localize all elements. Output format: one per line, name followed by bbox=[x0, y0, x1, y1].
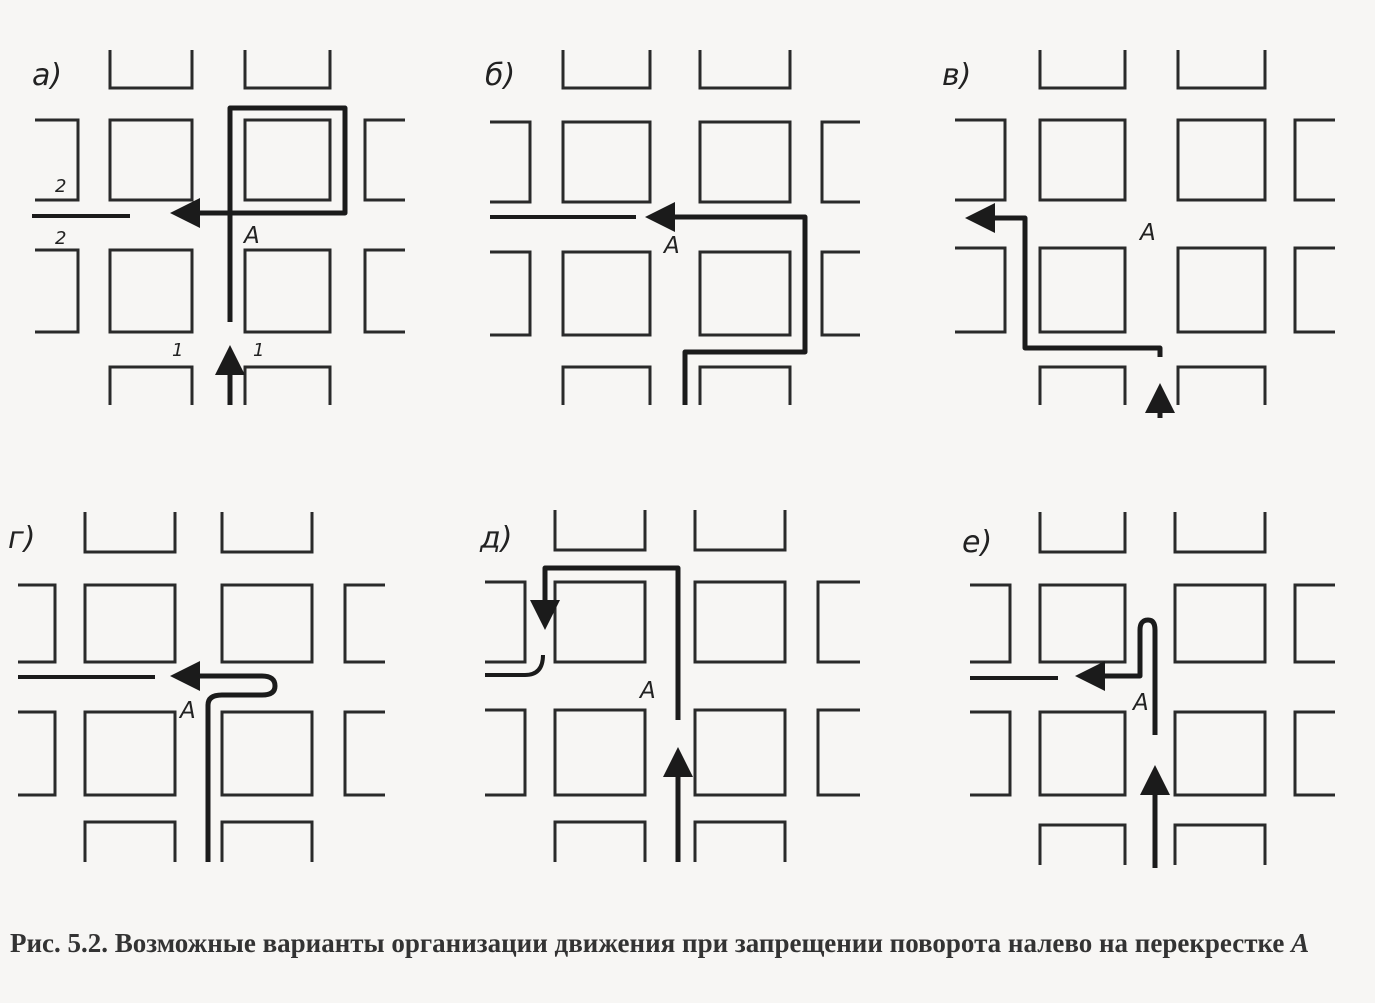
panel-label-b: б) bbox=[485, 58, 516, 93]
panel-label-d: г) bbox=[8, 521, 36, 556]
panel-d bbox=[18, 512, 385, 862]
intersection-label-f: A bbox=[1133, 690, 1149, 716]
panel-label-f: е) bbox=[962, 525, 993, 560]
route-e bbox=[485, 568, 678, 862]
route-b bbox=[490, 217, 805, 405]
caption-node: A bbox=[1291, 928, 1310, 958]
city-blocks bbox=[485, 510, 860, 862]
intersection-label-a: A bbox=[244, 223, 260, 249]
panel-a bbox=[32, 50, 405, 405]
panel-e bbox=[485, 510, 860, 862]
intersection-label-e: A bbox=[640, 678, 656, 704]
lane-label-exit-lower: 2 bbox=[55, 228, 67, 249]
panel-f bbox=[970, 512, 1335, 868]
intersection-label-b: A bbox=[664, 233, 680, 259]
panel-label-e: д) bbox=[480, 521, 513, 556]
intersection-label-c: A bbox=[1140, 220, 1156, 246]
city-blocks bbox=[35, 50, 405, 405]
figure-caption bbox=[10, 925, 1360, 962]
lane-label-exit-upper: 2 bbox=[55, 176, 67, 197]
caption-text: Рис. 5.2. Возможные варианты организации движения при запрещении поворота налево на перекрестке bbox=[10, 928, 1292, 958]
panel-label-a: а) bbox=[32, 58, 63, 93]
lane-label-approach-right: 1 bbox=[253, 340, 265, 361]
intersection-label-d: A bbox=[180, 698, 196, 724]
panel-b bbox=[490, 50, 860, 405]
route-f bbox=[970, 620, 1155, 868]
panel-label-c: в) bbox=[942, 58, 972, 93]
lane-label-approach-left: 1 bbox=[172, 340, 184, 361]
city-blocks bbox=[18, 512, 385, 862]
route-d bbox=[18, 676, 275, 862]
